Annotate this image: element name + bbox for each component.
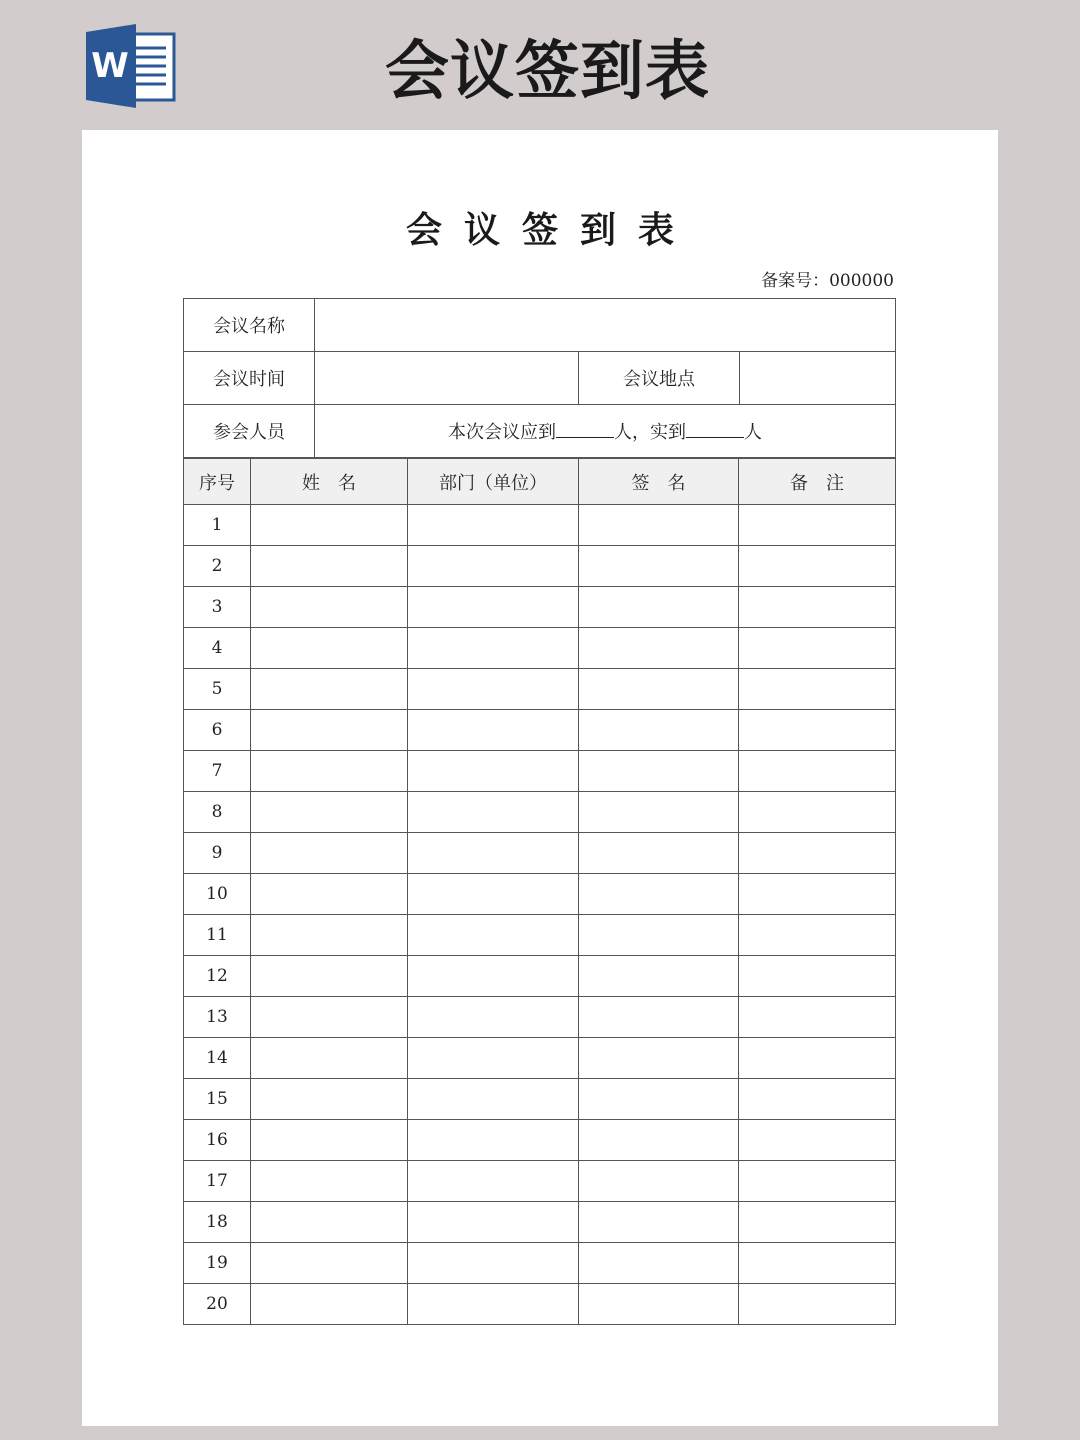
department-cell[interactable] [408,505,579,546]
signature-cell[interactable] [579,874,739,915]
table-row [184,833,896,874]
department-cell[interactable] [408,792,579,833]
name-cell[interactable] [251,1202,408,1243]
department-cell[interactable] [408,874,579,915]
remarks-cell[interactable] [739,1284,896,1325]
name-cell[interactable] [251,874,408,915]
signature-cell[interactable] [579,628,739,669]
signature-cell[interactable] [579,1284,739,1325]
meeting-time-row [184,352,896,405]
department-cell[interactable] [408,1202,579,1243]
department-cell[interactable] [408,710,579,751]
remarks-cell[interactable] [739,1038,896,1079]
name-cell[interactable] [251,751,408,792]
row-index: 3 [184,587,251,628]
row-index: 2 [184,546,251,587]
name-cell[interactable] [251,1038,408,1079]
table-row [184,792,896,833]
remarks-cell[interactable] [739,1202,896,1243]
name-cell[interactable] [251,915,408,956]
record-label: 备案号： [761,271,830,291]
row-index: 20 [184,1284,251,1325]
meeting-name-row [184,299,896,352]
table-row [184,956,896,997]
table-row [184,710,896,751]
signature-cell[interactable] [579,915,739,956]
table-row [184,546,896,587]
row-index: 1 [184,505,251,546]
signature-cell[interactable] [579,1202,739,1243]
table-row [184,915,896,956]
sign-in-rows [184,505,896,1325]
document-title: 会议签到表 [405,210,696,251]
department-cell[interactable] [408,1243,579,1284]
meeting-place-label: 会议地点 [579,352,740,405]
attendees-row [184,405,896,458]
name-cell[interactable] [251,546,408,587]
department-cell[interactable] [408,587,579,628]
row-index: 12 [184,956,251,997]
department-cell[interactable] [408,1038,579,1079]
row-index: 18 [184,1202,251,1243]
department-cell[interactable] [408,1284,579,1325]
attendance-suffix: 人 [744,422,762,443]
signature-cell[interactable] [579,833,739,874]
name-cell[interactable] [251,1161,408,1202]
signature-cell[interactable] [579,792,739,833]
remarks-cell[interactable] [739,915,896,956]
signature-cell[interactable] [579,1120,739,1161]
remarks-cell[interactable] [739,1120,896,1161]
remarks-cell[interactable] [739,751,896,792]
remarks-cell[interactable] [739,1243,896,1284]
actual-count-blank[interactable] [686,419,744,438]
table-row [184,669,896,710]
record-number [761,266,894,291]
signature-cell[interactable] [579,710,739,751]
signature-cell[interactable] [579,1038,739,1079]
remarks-cell[interactable] [739,505,896,546]
column-header-department: 部门（单位） [408,459,579,505]
attendance-sentence [315,405,896,458]
sign-in-table [183,458,896,1325]
remarks-cell[interactable] [739,1079,896,1120]
meeting-time-label: 会议时间 [184,352,315,405]
signature-cell[interactable] [579,669,739,710]
department-cell[interactable] [408,669,579,710]
department-cell[interactable] [408,628,579,669]
row-index: 8 [184,792,251,833]
remarks-cell[interactable] [739,546,896,587]
row-index: 7 [184,751,251,792]
department-cell[interactable] [408,751,579,792]
remarks-cell[interactable] [739,874,896,915]
department-cell[interactable] [408,997,579,1038]
name-cell[interactable] [251,587,408,628]
row-index: 5 [184,669,251,710]
signature-cell[interactable] [579,505,739,546]
row-index: 10 [184,874,251,915]
signature-cell[interactable] [579,1161,739,1202]
name-cell[interactable] [251,1284,408,1325]
name-cell[interactable] [251,956,408,997]
name-cell[interactable] [251,1243,408,1284]
name-cell[interactable] [251,997,408,1038]
remarks-cell[interactable] [739,587,896,628]
table-row [184,1079,896,1120]
signature-cell[interactable] [579,1079,739,1120]
row-index: 17 [184,1161,251,1202]
row-index: 9 [184,833,251,874]
remarks-cell[interactable] [739,628,896,669]
column-header-signature: 签 名 [579,459,739,505]
table-row [184,751,896,792]
column-header-remarks: 备 注 [739,459,896,505]
table-row [184,1120,896,1161]
meeting-place-field[interactable] [740,352,896,405]
row-index: 6 [184,710,251,751]
signature-cell[interactable] [579,546,739,587]
row-index: 11 [184,915,251,956]
document-page [82,130,998,1426]
name-cell[interactable] [251,833,408,874]
table-row [184,1038,896,1079]
department-cell[interactable] [408,833,579,874]
remarks-cell[interactable] [739,710,896,751]
signature-cell[interactable] [579,997,739,1038]
attendance-mid: 人，实到 [614,422,686,443]
name-cell[interactable] [251,710,408,751]
column-header-index: 序号 [184,459,251,505]
signature-cell[interactable] [579,587,739,628]
department-cell[interactable] [408,1120,579,1161]
banner [0,0,1080,130]
record-value: 000000 [829,271,894,291]
name-cell[interactable] [251,505,408,546]
table-row [184,628,896,669]
row-index: 13 [184,997,251,1038]
remarks-cell[interactable] [739,792,896,833]
department-cell[interactable] [408,546,579,587]
name-cell[interactable] [251,669,408,710]
table-row [184,1284,896,1325]
word-icon-letter: W [91,46,129,86]
signature-cell[interactable] [579,956,739,997]
remarks-cell[interactable] [739,1161,896,1202]
expected-count-blank[interactable] [556,419,614,438]
row-index: 15 [184,1079,251,1120]
remarks-cell[interactable] [739,833,896,874]
department-cell[interactable] [408,956,579,997]
remarks-cell[interactable] [739,669,896,710]
name-cell[interactable] [251,1120,408,1161]
row-index: 4 [184,628,251,669]
meeting-name-label: 会议名称 [184,299,315,352]
remarks-cell[interactable] [739,997,896,1038]
table-row [184,997,896,1038]
banner-title: 会议签到表 [385,35,710,109]
meeting-name-field[interactable] [315,299,896,352]
signature-cell[interactable] [579,1243,739,1284]
row-index: 14 [184,1038,251,1079]
table-row [184,1161,896,1202]
column-header-name: 姓 名 [251,459,408,505]
meeting-info-table [183,298,896,458]
department-cell[interactable] [408,915,579,956]
department-cell[interactable] [408,1079,579,1120]
signature-cell[interactable] [579,751,739,792]
name-cell[interactable] [251,1079,408,1120]
remarks-cell[interactable] [739,956,896,997]
row-index: 19 [184,1243,251,1284]
table-header-row [184,459,896,505]
table-row [184,874,896,915]
table-row [184,505,896,546]
department-cell[interactable] [408,1161,579,1202]
attendees-label: 参会人员 [184,405,315,458]
table-row [184,1243,896,1284]
name-cell[interactable] [251,792,408,833]
meeting-time-field[interactable] [315,352,579,405]
row-index: 16 [184,1120,251,1161]
name-cell[interactable] [251,628,408,669]
attendance-prefix: 本次会议应到 [448,422,556,443]
table-row [184,587,896,628]
table-row [184,1202,896,1243]
